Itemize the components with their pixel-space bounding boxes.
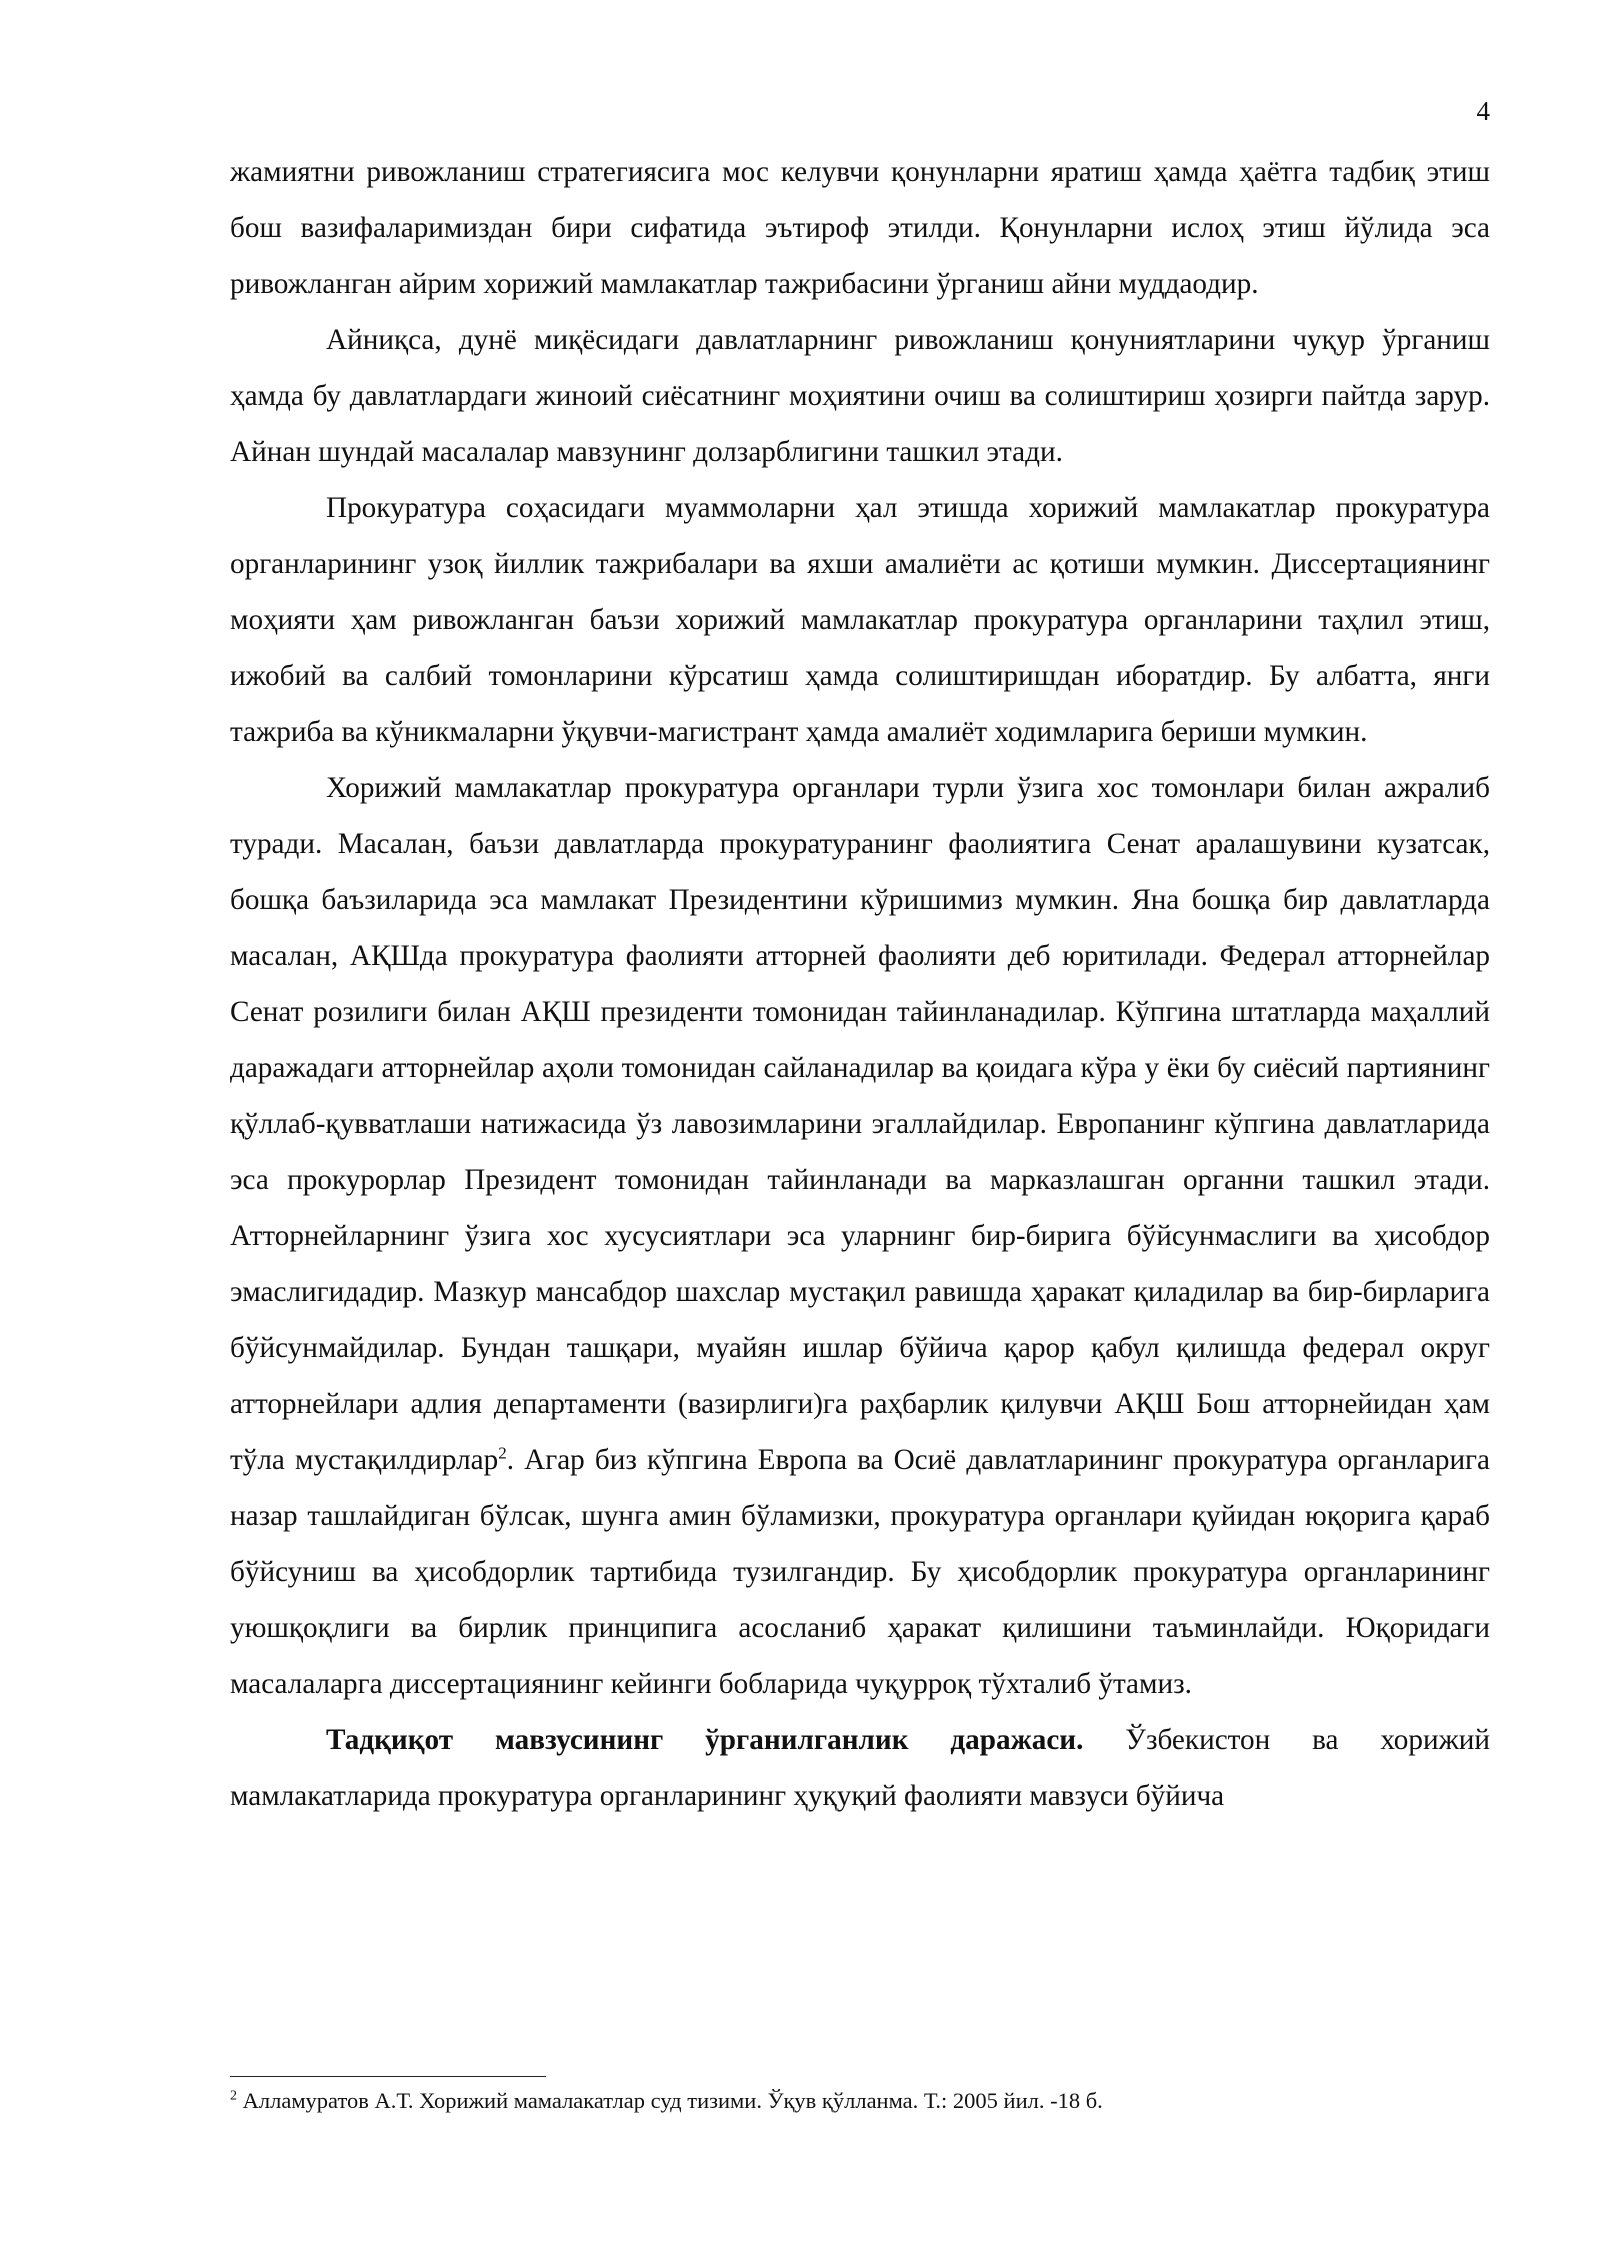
paragraph-4-text-part-1: Хорижий мамлакатлар прокуратура органлари турли ўзига хос томонлари билан ажралиб туради. Масалан, баъзи давлатларда прокуратуранинг фаолиятига Сенат аралашувини кузатсак, бошқа баъзиларида эса мамлакат Президентини кўришимиз мумкин. Яна бошқа бир давлатларда масалан, АҚШда прокуратура фаолияти атторней фаолияти деб юритилади. Федерал атторнейлар Сенат розилиги билан АҚШ президенти томонидан тайинланадилар. Кўпгина штатларда маҳаллий даражадаги атторнейлар аҳоли томонидан сайланадилар ва қоидага кўра у ёки бу сиёсий партиянинг қўллаб-қувватлаши натижасида ўз лавозимларини эгаллайдилар. Европанинг кўпгина давлатларида эса прокурорлар Президент томонидан тайинланади ва марказлашган органни ташкил этади. Атторнейларнинг ўзига хос хусусиятлари эса уларнинг бир-бирига бўйсунмаслиги ва ҳисобдор эмаслигидадир. Мазкур мансабдор шахслар мустақил равишда ҳаракат қиладилар ва бир-бирларига бўйсунмайдилар. Бундан ташқари, муайян ишлар бўйича қарор қабул қилишда федерал округ атторнейлари адлия департаменти (вазирлиги)га раҳбарлик қилувчи АҚШ Бош атторнейидан ҳам тўла мустақилдирлар (230, 772, 1490, 1476)
section-heading-inline: Тадқиқот мавзусининг ўрганилганлик даражаси. (326, 1724, 1084, 1756)
footnote-text: Алламуратов А.Т. Хорижий мамалакатлар суд тизими. Ўқув қўлланма. Т.: 2005 йил. -18 б. (237, 2088, 1103, 2113)
paragraph-1: жамиятни ривожланиш стратегиясига мос келувчи қонунларни яратиш ҳамда ҳаётга тадбиқ этиш бош вазифаларимиздан бири сифатида эътироф этилди. Қонунларни ислоҳ этиш йўлида эса ривожланган айрим хорижий мамлакатлар тажрибасини ўрганиш айни муддаодир. (230, 156, 1490, 300)
footnote-separator (230, 2076, 546, 2077)
body-text (230, 144, 1490, 1824)
paragraph-3: Прокуратура соҳасидаги муаммоларни ҳал этишда хорижий мамлакатлар прокуратура органларининг узоқ йиллик тажрибалари ва яхши амалиёти ас қотиши мумкин. Диссертациянинг моҳияти ҳам ривожланган баъзи хорижий мамлакатлар прокуратура органларини таҳлил этиш, ижобий ва салбий томонларини кўрсатиш ҳамда солиштиришдан иборатдир. Бу албатта, янги тажриба ва кўникмаларни ўқувчи-магистрант ҳамда амалиёт ходимларига бериши мумкин. (230, 492, 1490, 748)
paragraph-5 (230, 1712, 1490, 1824)
footnote-reference[interactable]: 2 (498, 1443, 507, 1463)
footnote (230, 2086, 1490, 2116)
paragraph-4-text-part-2: . Агар биз кўпгина Европа ва Осиё давлатларининг прокуратура органларига назар ташлайдиган бўлсак, шунга амин бўламизки, прокуратура органлари қуйидан юқорига қараб бўйсуниш ва ҳисобдорлик тартибида тузилгандир. Бу ҳисобдорлик прокуратура органларининг уюшқоқлиги ва бирлик принципига асосланиб ҳаракат қилишини таъминлайди. Юқоридаги масалаларга диссертациянинг кейинги бобларида чуқурроқ тўхталиб ўтамиз. (230, 1444, 1490, 1700)
page-number: 4 (1476, 96, 1490, 126)
paragraph-2: Айниқса, дунё миқёсидаги давлатларнинг ривожланиш қонуниятларини чуқур ўрганиш ҳамда бу давлатлардаги жиноий сиёсатнинг моҳиятини очиш ва солиштириш ҳозирги пайтда зарур. Айнан шундай масалалар мавзунинг долзарблигини ташкил этади. (230, 324, 1490, 468)
footnote-marker: 2 (230, 2088, 237, 2104)
paragraph-4 (230, 760, 1490, 1712)
paragraph-5-text: Ўзбекистон ва хорижий мамлакатларида прокуратура органларининг ҳуқуқий фаолияти мавзуси бўйича (230, 1724, 1491, 1812)
